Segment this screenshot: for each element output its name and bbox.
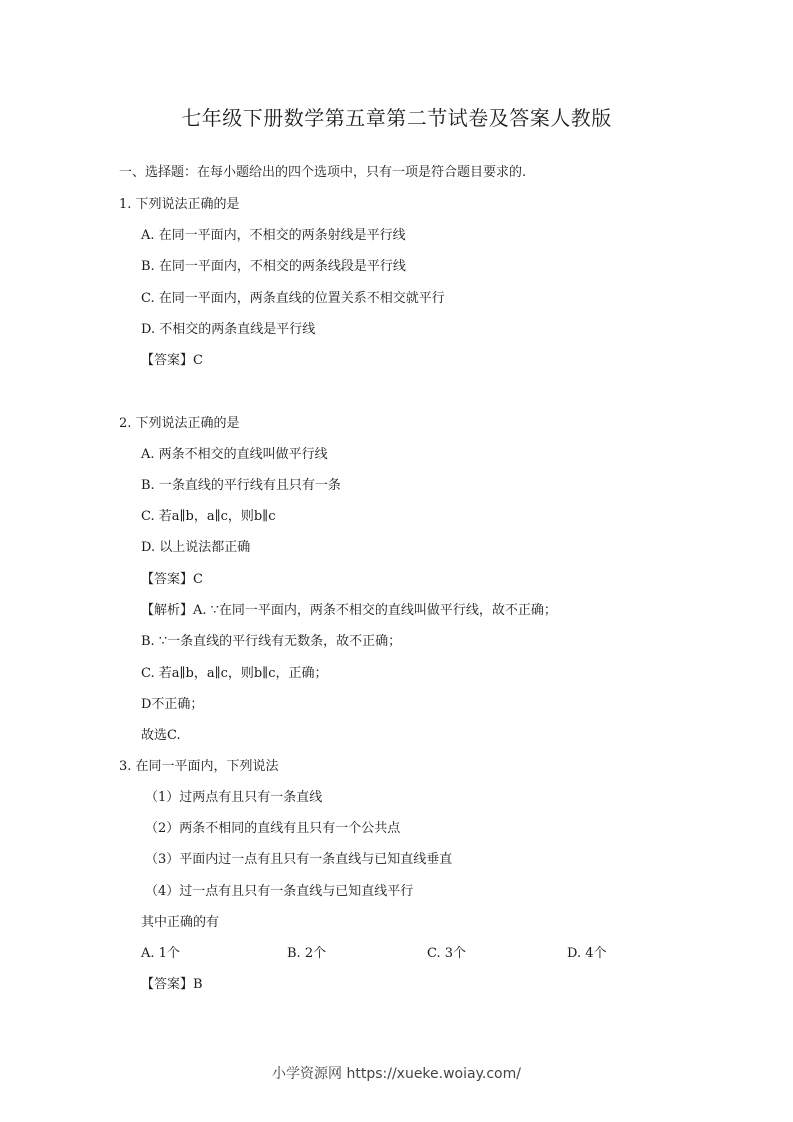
question-2-stem: 2. 下列说法正确的是 [119,416,240,431]
question-1-option-b: B. 在同一平面内，不相交的两条线段是平行线 [141,259,406,274]
question-3-statement-1: （1）过两点有且只有一条直线 [145,790,323,805]
document-title: 七年级下册数学第五章第二节试卷及答案人教版 [181,106,612,130]
question-3-choice-b: B. 2个 [287,946,327,961]
question-3-statement-3: （3）平面内过一点有且只有一条直线与已知直线垂直 [145,852,453,867]
question-1-stem: 1. 下列说法正确的是 [119,197,240,212]
question-2-option-b: B. 一条直线的平行线有且只有一条 [141,478,341,493]
question-1-option-a: A. 在同一平面内，不相交的两条射线是平行线 [141,228,406,243]
question-1-option-c: C. 在同一平面内，两条直线的位置关系不相交就平行 [141,291,445,306]
question-2-analysis-line: 【解析】A. ∵在同一平面内，两条不相交的直线叫做平行线，故不正确； [141,603,557,618]
question-2-analysis-line: C. 若a∥b，a∥c，则b∥c，正确； [141,666,328,681]
question-2-analysis-line: B. ∵一条直线的平行线有无数条，故不正确； [141,634,402,649]
question-2-option-c: C. 若a∥b，a∥c，则b∥c [141,509,276,524]
question-2-analysis-line: 故选C. [141,728,181,743]
question-2-option-d: D. 以上说法都正确 [141,540,251,555]
question-3-statement-2: （2）两条不相同的直线有且只有一个公共点 [145,821,401,836]
question-2-analysis-line: D不正确； [141,697,204,712]
question-3-choice-d: D. 4个 [567,946,607,961]
question-1-answer: 【答案】C [141,353,203,368]
question-3-stem: 3. 在同一平面内，下列说法 [119,759,279,774]
footer-watermark: 小学资源网 https://xueke.woiay.com/ [272,1066,521,1082]
question-3-answer: 【答案】B [141,977,203,992]
question-3-choice-c: C. 3个 [427,946,467,961]
question-3-prompt: 其中正确的有 [141,915,220,930]
question-3-statement-4: （4）过一点有且只有一条直线与已知直线平行 [145,884,414,899]
question-3-choice-a: A. 1个 [141,946,180,961]
question-2-answer: 【答案】C [141,572,203,587]
question-1-option-d: D. 不相交的两条直线是平行线 [141,322,316,337]
section-heading: 一、选择题：在每小题给出的四个选项中，只有一项是符合题目要求的. [119,165,527,180]
question-2-option-a: A. 两条不相交的直线叫做平行线 [141,447,328,462]
